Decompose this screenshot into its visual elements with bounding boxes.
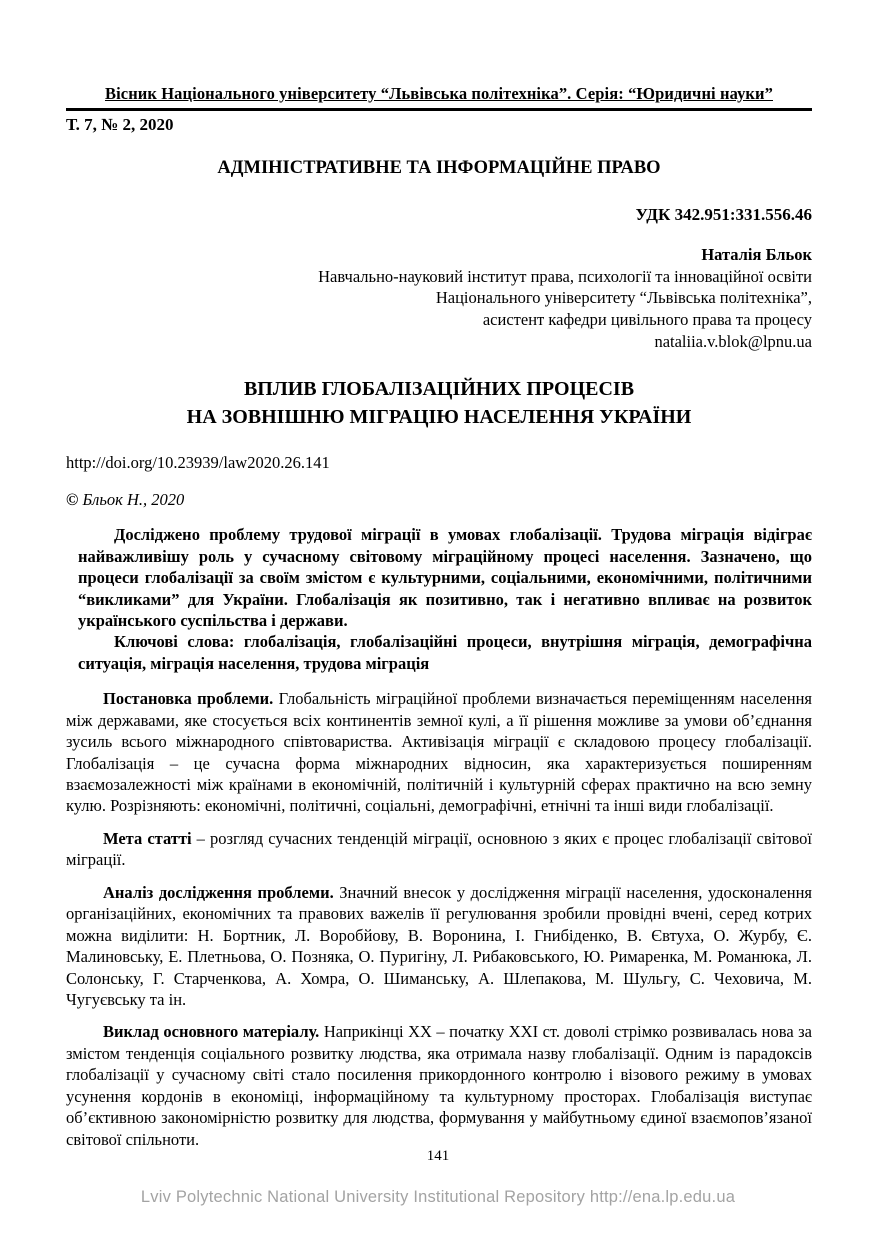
volume-issue: Т. 7, № 2, 2020 — [66, 114, 174, 134]
article-title-line-2: НА ЗОВНІШНЮ МІГРАЦІЮ НАСЕЛЕННЯ УКРАЇНИ — [186, 405, 692, 428]
author-block — [66, 244, 812, 353]
paragraph-research-analysis — [66, 882, 812, 1011]
author-name: Наталія Бльок — [701, 244, 812, 264]
paragraph-article-aim — [66, 828, 812, 871]
article-title-line-1: ВПЛИВ ГЛОБАЛІЗАЦІЙНИХ ПРОЦЕСІВ — [243, 377, 635, 400]
paragraph-text: Наприкінці ХХ – початку ХХІ ст. доволі стрімко розвивалась нова за змістом тенденція соціального розвитку людства, яка отримала назву глобалізації. Одним із парадоксів глобалізації у сучасному світі стало посилення прикордонного контролю і візового режиму в умовах усунення кордонів в економіці, інформаційному та культурному просторах. Глобалізація виступає об’єктивною закономірністю розвитку для людства, формування у майбутньому єдиної взаємопов’язаної світової спільноти. — [66, 1022, 813, 1149]
page-number: 141 — [426, 1148, 450, 1164]
paragraph-text: – розгляд сучасних тенденцій міграції, основною з яких є процес глобалізації світової міграції. — [66, 828, 813, 870]
keywords-text: глобалізація, глобалізаційні процеси, внутрішня міграція, демографічна ситуація, міграція населення, трудова міграція — [78, 632, 813, 673]
copyright-line — [66, 490, 812, 510]
abstract-text: Досліджено проблему трудової міграції в умовах глобалізації. Трудова міграція відіграє найважливішу роль у сучасному світовому міграційному процесі населення. Зазначено, що процеси глобалізації за своїм змістом є культурними, соціальними, економічними, політичними “викликами” для України. Глобалізація як позитивно, так і негативно впливає на розвиток українського суспільства і держави. — [78, 525, 812, 630]
author-email: nataliia.v.blok@lpnu.ua — [654, 331, 812, 351]
copyright-text: Бльок Н., 2020 — [78, 490, 185, 510]
doi-link: http://doi.org/10.23939/law2020.26.141 — [66, 452, 330, 472]
paragraph-lead: Постановка проблеми. — [103, 689, 274, 709]
paragraph-problem-statement — [66, 688, 812, 817]
paragraph-lead: Мета статті — [103, 828, 192, 848]
article-title — [66, 375, 812, 431]
article-body — [66, 688, 812, 1150]
journal-title: Вісник Національного університету “Львівська політехніка”. Серія: “Юридичні науки” — [104, 84, 773, 103]
journal-header-block — [66, 84, 812, 135]
author-affiliation-line: Національного університету “Львівська політехніка”, — [435, 288, 812, 308]
repository-footer: Lviv Polytechnic National University Institutional Repository http://ena.lp.edu.ua — [140, 1188, 736, 1206]
paragraph-lead: Аналіз дослідження проблеми. — [103, 882, 334, 902]
keywords-line — [78, 631, 812, 674]
section-heading: АДМІНІСТРАТИВНЕ ТА ІНФОРМАЦІЙНЕ ПРАВО — [217, 158, 661, 179]
paragraph-main-material — [66, 1021, 812, 1150]
udc-code: УДК 342.951:331.556.46 — [635, 205, 812, 225]
abstract-block — [78, 524, 812, 674]
author-affiliation-line: Навчально-науковий інститут права, психології та інноваційної освіти — [318, 266, 812, 286]
copyright-symbol: © — [66, 490, 79, 510]
paragraph-lead: Виклад основного матеріалу. — [103, 1022, 320, 1042]
paragraph-text: Значний внесок у дослідження міграції населення, удосконалення організаційних, економічних та правових важелів її регулювання зробили провідні вчені, серед котрих можна виділити: Н. Бортник, Л. Воробйову, В. Воронина, І. Гнибіденко, В. Євтуха, О. Журбу, Є. Малиновську, Е. Плетньова, О. Позняка, О. Пуригіну, Л. Рибаковського, Ю. Римаренка, М. Романюка, Л. Солонську, Г. Старченкова, А. Хомра, О. Шиманську, А. Шлепакова, М. Шульгу, С. Чеховича, М. Чугуєвську та ін. — [66, 882, 813, 1009]
keywords-label: Ключові слова: — [114, 632, 235, 652]
paragraph-text: Глобальність міграційної проблеми визначається переміщенням населення між державами, яке стосується всіх континентів земної кулі, а її рішення можливе за умови об’єднання зусиль всього міжнародного співтовариства. Активізація міграції є складовою процесу глобалізації. Глобалізація – це сучасна форма міжнародних відносин, яка характеризується поширенням взаємозалежності між країнами в економічній, політичній і культурній сферах практично на всю земну кулю. Розрізняють: економічні, політичні, соціальні, демографічні, етнічні та інші види глобалізації. — [66, 689, 813, 816]
header-divider — [66, 108, 812, 111]
author-position-line: асистент кафедри цивільного права та процесу — [482, 310, 812, 330]
